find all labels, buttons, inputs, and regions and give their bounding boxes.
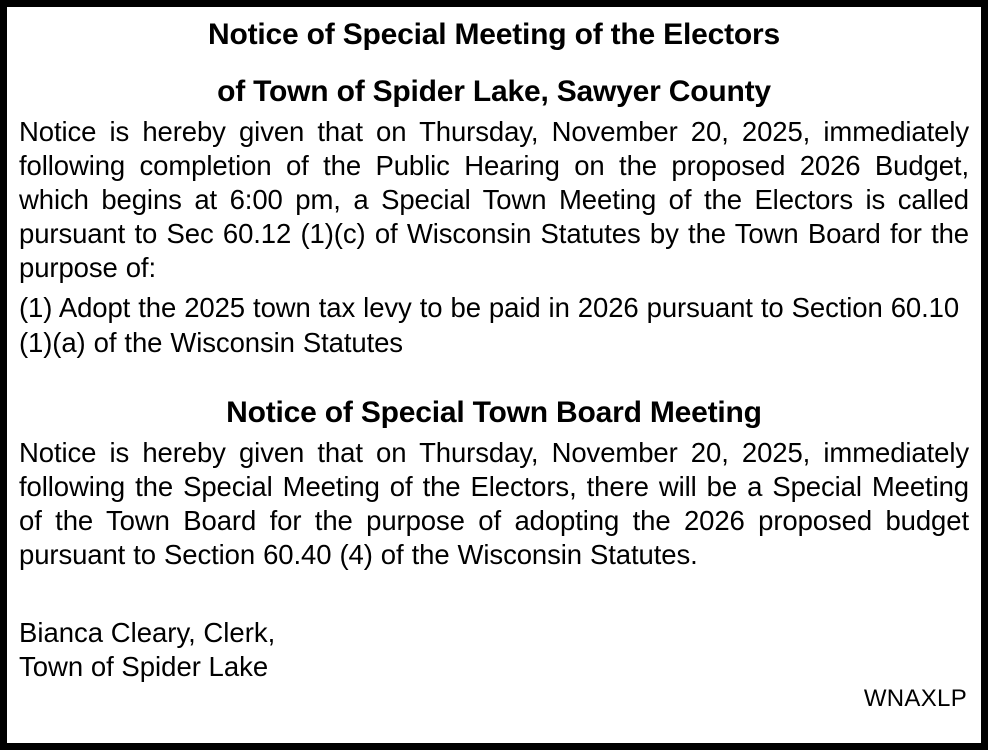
notice-paragraph-3: Notice is hereby given that on Thursday, November 20, 2025, immediately following the Special Meeting of the Electors, there will be a Special Meeting of the Town Board for the purpose of adopting the 2026 proposed budget pursuant to Section 60.40 (4) of the Wisconsin Statutes. — [19, 436, 969, 570]
publication-code: WNAXLP — [863, 685, 967, 712]
notice-paragraph-1: Notice is hereby given that on Thursday, November 20, 2025, immediately following completion of the Public Hearing on the proposed 2026 Budget, which begins at 6:00 pm, a Special Town Meeting of the Electors is called pursuant to Sec 60.12 (1)(c) of Wisconsin Statutes by the Town Board for the purpose of: — [19, 116, 969, 284]
notice-paragraph-2: (1) Adopt the 2025 town tax levy to be paid in 2026 pursuant to Section 60.10 (1)(a) of the Wisconsin Statutes — [19, 292, 960, 358]
notice-title-line-2: of Town of Spider Lake, Sawyer County — [217, 74, 771, 108]
signer-organization: Town of Spider Lake — [19, 650, 269, 682]
signature-block — [19, 616, 969, 683]
notice-title-line-1: Notice of Special Meeting of the Electors — [208, 18, 780, 51]
signer-name: Bianca Cleary, Clerk, — [19, 617, 276, 649]
notice-subheading: Notice of Special Town Board Meeting — [226, 395, 762, 429]
